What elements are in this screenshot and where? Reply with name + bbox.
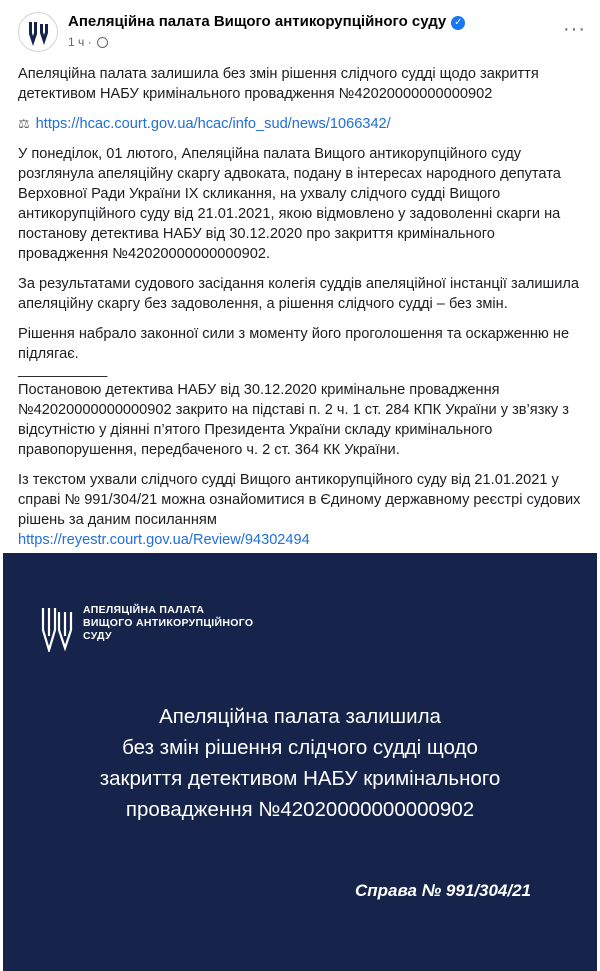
post-paragraph: Апеляційна палата залишила без змін рішення слідчого судді щодо закриття детективом НАБУ кримінального провадження №42020000000000902 (18, 66, 539, 102)
case-number: Справа № 991/304/21 (354, 881, 531, 900)
post-paragraph: За результатами судового засідання колегія суддів апеляційної інстанції залишила апеляційну скаргу без задоволення, а рішення слідчого судді – без змін. (18, 276, 580, 312)
post-paragraph: Постановою детектива НАБУ від 30.12.2020 кримінальне провадження №42020000000000902 закрито на підставі п. 2 ч. 1 ст. 284 КПК України у зв’язку з відсутністю у діянні п’ятого Президента України складу кримінального правопорушення, передбаченого ч. 2 ст. 364 КК України. (18, 382, 569, 458)
post-image[interactable] (3, 553, 597, 971)
post-paragraph: У понеділок, 01 лютого, Апеляційна палата Вищого антикорупційного суду розглянула апеляційну скаргу адвоката, подану в інтересах народного депутата Верховної Ради України IX скликання, на ухвалу слідчого судді Вищого антикорупційного суду від 21.01.2021, якою відмовлено у задоволенні скарги на постанову детектива НАБУ від 30.12.2020 про закриття кримінального провадження №42020000000000902. (18, 146, 561, 262)
post-time[interactable]: 1 ч (68, 35, 85, 49)
divider-line: ___________ (18, 362, 108, 378)
post-link-row (18, 114, 584, 134)
verified-badge-icon: ✓ (451, 16, 465, 30)
image-headline: Апеляційна палата залишила без змін рішення слідчого судді щодо закриття детективом НАБУ кримінального провадження №42020000000000902 (99, 705, 501, 821)
more-options-button[interactable]: ··· (563, 18, 586, 40)
page-avatar[interactable] (18, 12, 58, 52)
registry-link[interactable]: https://reyestr.court.gov.ua/Review/94302494 (18, 532, 310, 548)
post-paragraph-text: Із текстом ухвали слідчого судді Вищого антикорупційного суду від 21.01.2021 у справі № 991/304/21 можна ознайомитися в Єдиному державному реєстрі судових рішень за даним посиланням (18, 472, 581, 528)
court-name-label: АПЕЛЯЦІЙНА ПАЛАТА ВИЩОГО АНТИКОРУПЦІЙНОГО СУДУ (83, 604, 254, 642)
page-name-link[interactable]: Апеляційна палата Вищого антикорупційного суду (68, 13, 447, 30)
post-paragraph: Рішення набрало законної сили з моменту його проголошення та оскарженню не підлягає. (18, 326, 570, 362)
post-paragraph (18, 470, 584, 550)
globe-icon (97, 37, 108, 48)
page-name-row (68, 13, 465, 30)
post-meta: 1 ч · (68, 35, 108, 49)
court-logo-icon (26, 19, 52, 47)
post-header (18, 12, 588, 56)
post-body (18, 64, 584, 560)
scales-icon: ⚖ (18, 116, 30, 131)
news-link[interactable]: https://hcac.court.gov.ua/hcac/info_sud/news/1066342/ (35, 116, 391, 132)
court-logo-icon (41, 606, 73, 652)
